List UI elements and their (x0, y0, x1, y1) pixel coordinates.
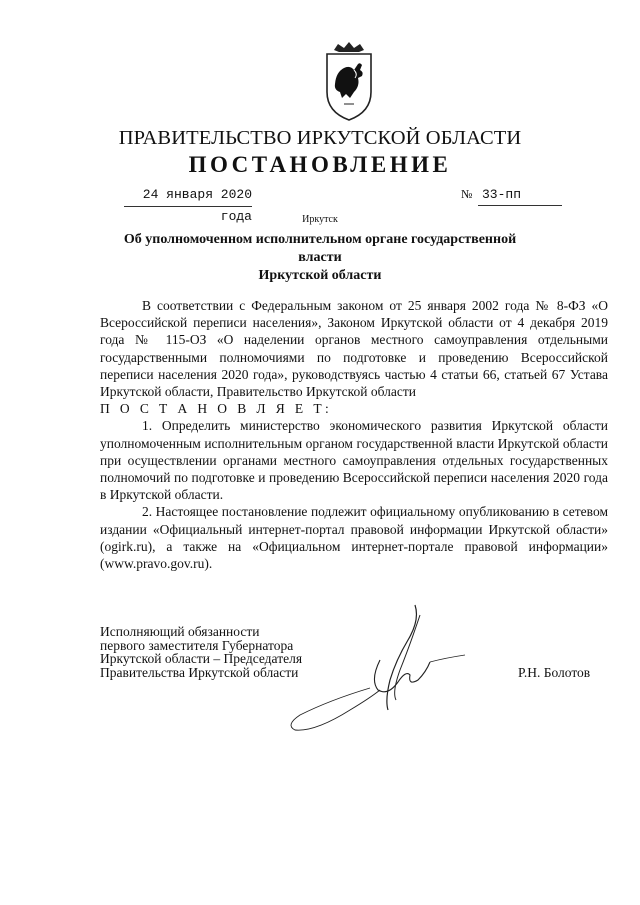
city-name: Иркутск (302, 214, 338, 225)
document-type-title: ПОСТАНОВЛЕНИЕ (188, 152, 452, 177)
decree-heading: П О С Т А Н О В Л Я Е Т: (100, 401, 333, 417)
subject-line: Иркутской области (258, 268, 382, 283)
subject-line: Об уполномоченном исполнительном органе государственной власти (123, 232, 517, 265)
signer-position-line: Правительства Иркутской области (100, 664, 299, 680)
item-2-paragraph: 2. Настоящее постановление подлежит официальному опубликованию в сетевом издании «Официальный интернет-портал правовой информации Иркутской области» (ogirk.ru), а также на «Официальном интернет-портале правовой информации» (www.pravo.gov.ru). (100, 504, 608, 572)
signer-name: Р.Н. Болотов (518, 665, 591, 680)
item-1-paragraph: 1. Определить министерство экономического развития Иркутской области уполномоченным исполнительным органом государственной власти Иркутской области при осуществлении органами местного самоуправления отдельных государственных полномочий по подготовке и проведению Всероссийской переписи населения 2020 года в Иркутской области. (100, 418, 608, 503)
number-sign: № (461, 187, 473, 201)
document-number: 33-пп (478, 184, 562, 206)
document-subject (110, 231, 530, 285)
document-date: 24 января 2020 года (124, 184, 252, 207)
coat-of-arms-emblem (324, 40, 374, 122)
organization-title: ПРАВИТЕЛЬСТВО ИРКУТСКОЙ ОБЛАСТИ (118, 127, 522, 149)
signer-position-line: Исполняющий обязанности (100, 624, 260, 639)
preamble-paragraph: В соответствии с Федеральным законом от 25 января 2002 года № 8-ФЗ «О Всероссийской переписи населения», Законом Иркутской области от 4 декабря 2019 года № 115-ОЗ «О наделении органов местного самоуправления отдельными государственными полномочиями по подготовке и проведению Всероссийской переписи населения 2020 года», руководствуясь частью 4 статьи 66, статьей 67 Устава Иркутской области, Правительство Иркутской области (100, 298, 608, 400)
signer-position-line: Иркутской области – Председателя (100, 651, 303, 666)
signer-position-line: первого заместителя Губернатора (100, 637, 294, 653)
handwritten-signature (270, 600, 470, 735)
document-body (100, 297, 608, 572)
